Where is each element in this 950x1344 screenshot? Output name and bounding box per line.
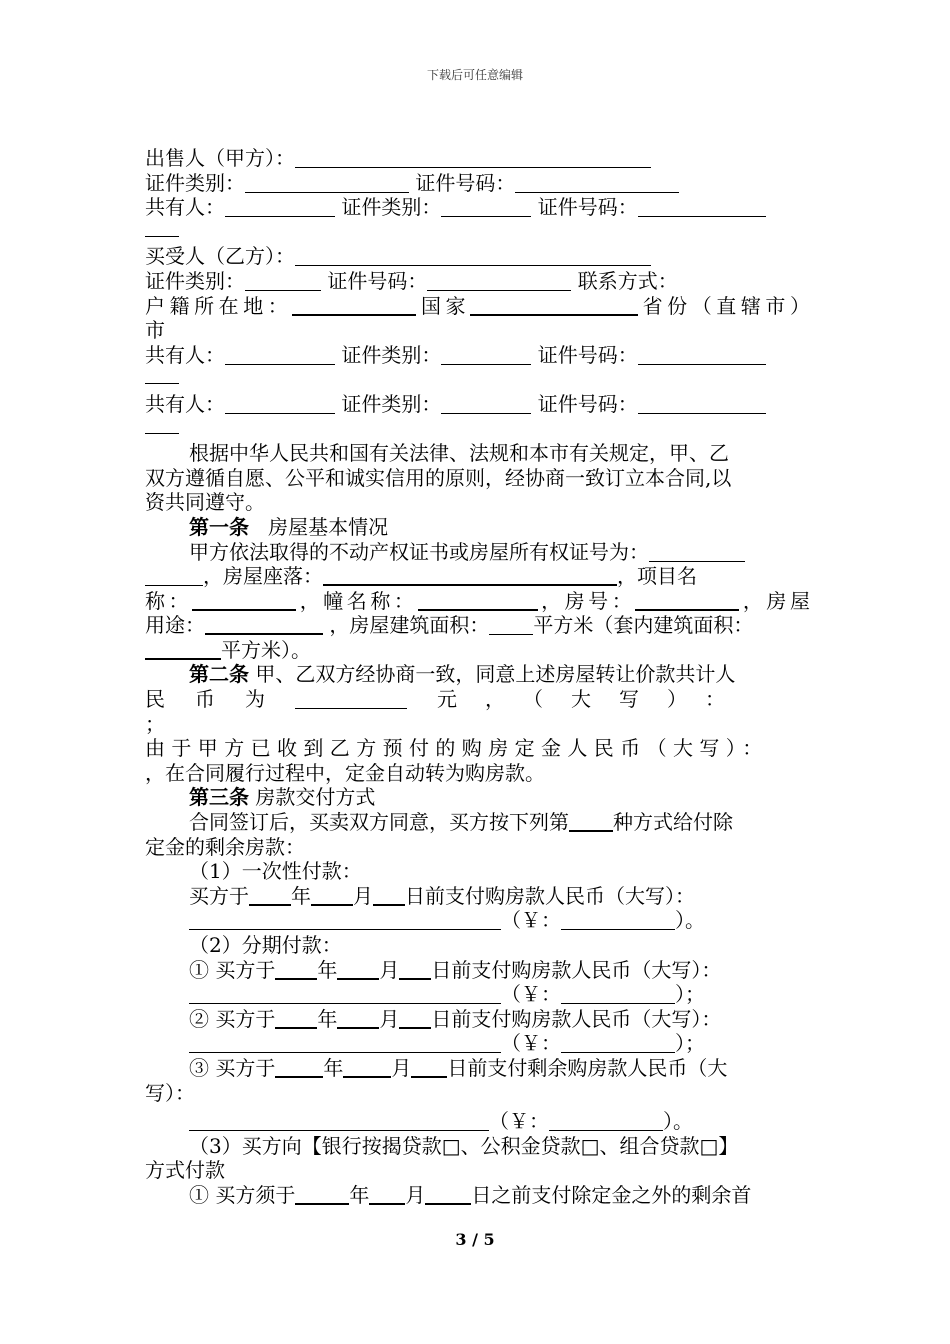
option-3-line-1 <box>145 1183 810 1208</box>
room-no-label: ，房号： <box>537 588 636 613</box>
installment-3-wrap: 写）： <box>145 1080 195 1105</box>
id-type-label: 证件类别： <box>341 342 442 367</box>
area-blank[interactable] <box>489 615 533 635</box>
article-1-line-1 <box>145 540 810 565</box>
amount-upper-blank[interactable] <box>189 1111 489 1131</box>
circled-1: ① <box>189 1182 209 1207</box>
close-paren: ）； <box>675 982 705 1007</box>
month-label: 月 <box>353 883 373 908</box>
article-2-line-4: 由于甲方已收到乙方预付的购房定金人民币（大写）： <box>145 736 769 761</box>
option-3-method: 方式付款 <box>145 1158 225 1183</box>
page-header-note: 下载后可任意编辑 <box>426 68 523 82</box>
method-blank[interactable] <box>569 811 613 832</box>
amount-number-blank[interactable] <box>561 1033 675 1053</box>
wrap-blank[interactable] <box>145 371 179 384</box>
id-type-blank[interactable] <box>441 394 531 414</box>
project-name-label: ，项目名 <box>617 564 697 589</box>
cert-no-blank[interactable] <box>649 542 745 562</box>
co-owner-blank[interactable] <box>225 197 335 217</box>
wrap-blank[interactable] <box>145 421 179 434</box>
year-blank[interactable] <box>275 1057 323 1078</box>
wrap-blank[interactable] <box>145 224 179 237</box>
option-1-line <box>145 884 810 909</box>
amount-upper-blank[interactable] <box>189 1033 501 1053</box>
rmb-symbol: （￥： <box>489 1109 549 1134</box>
year-blank[interactable] <box>295 1184 349 1205</box>
location-label: ，房屋座落： <box>203 564 323 589</box>
id-type-blank[interactable] <box>245 173 409 193</box>
month-blank[interactable] <box>337 1008 379 1029</box>
option-3-label: （3）买方向【银行按揭贷款□、公积金贷款□、组合贷款□】 <box>189 1133 739 1158</box>
year-label: 年 <box>323 1055 344 1080</box>
id-no-blank[interactable] <box>515 173 679 193</box>
article-2-line-1 <box>145 662 810 687</box>
id-type-label: 证件类别： <box>341 195 442 220</box>
option-1-label: （1）一次性付款： <box>189 859 362 884</box>
installment-3-amount <box>145 1109 810 1134</box>
id-no-blank[interactable] <box>638 394 766 414</box>
yuan-uppercase-label: 元，（大写）： <box>437 687 753 712</box>
day-blank[interactable] <box>373 885 405 906</box>
contract-body <box>145 146 810 1208</box>
household-line <box>145 294 810 319</box>
year-label: 年 <box>317 957 338 982</box>
usage-label: 用途： <box>145 613 205 638</box>
day-blank[interactable] <box>399 1008 431 1029</box>
inner-area-blank[interactable] <box>145 639 221 660</box>
building-label: ，幢名称： <box>296 588 418 613</box>
city-label: 市 <box>145 318 165 343</box>
id-no-label: 证件号码： <box>537 342 638 367</box>
month-blank[interactable] <box>311 885 353 906</box>
method-text-end: 种方式给付除 <box>613 810 733 835</box>
article-1-heading <box>145 515 810 540</box>
pay-rmb-label: 日前支付购房款人民币（大写）： <box>431 1006 722 1031</box>
month-label: 月 <box>405 1182 426 1207</box>
option-1-amount <box>145 908 810 933</box>
pay-rmb-label: 日前支付购房款人民币（大写）： <box>405 883 695 908</box>
month-blank[interactable] <box>337 959 379 980</box>
article-3-title: 第三条 <box>189 785 249 810</box>
close-paren: ）。 <box>675 908 705 933</box>
buyer-must-label: 买方须于 <box>215 1182 296 1207</box>
year-blank[interactable] <box>249 885 291 906</box>
installment-2-amount <box>145 1031 810 1056</box>
amount-upper-blank[interactable] <box>189 910 501 930</box>
close-paren: ）。 <box>663 1109 693 1134</box>
amount-upper-blank[interactable] <box>189 984 501 1004</box>
intro-line-3: 资共同遵守。 <box>145 490 265 515</box>
seller-line <box>145 146 810 171</box>
rmb-symbol: （￥： <box>501 908 561 933</box>
id-type-blank[interactable] <box>245 271 321 291</box>
co-owner-label: 共有人： <box>145 391 225 416</box>
id-no-blank[interactable] <box>427 271 571 291</box>
id-type-blank[interactable] <box>441 345 531 365</box>
pay-rest-label: 日前支付剩余购房款人民币（大 <box>447 1055 728 1080</box>
article-3-line-1 <box>145 810 810 835</box>
building-blank[interactable] <box>418 590 538 611</box>
id-no-label: 证件号码： <box>537 195 638 220</box>
pay-before-label: 日之前支付除定金之外的剩余首 <box>471 1182 752 1207</box>
article-2-line-3: ； <box>145 711 165 736</box>
co-owner-blank[interactable] <box>225 394 335 414</box>
project-name-blank[interactable] <box>192 590 296 611</box>
price-blank[interactable] <box>295 689 407 709</box>
pay-rmb-label: 日前支付购房款人民币（大写）： <box>431 957 722 982</box>
location-blank[interactable] <box>323 565 617 586</box>
seller-label: 出售人（甲方）： <box>145 146 295 170</box>
article-1-line-2 <box>145 564 810 589</box>
usage-blank[interactable] <box>205 614 323 635</box>
id-type-blank[interactable] <box>441 197 531 217</box>
article-1-subject: 房屋基本情况 <box>268 514 389 539</box>
month-label: 月 <box>391 1055 412 1080</box>
sqm-label: 平方米）。 <box>221 637 311 662</box>
province-label: 省份（直辖市） <box>638 293 810 318</box>
option-2-label: （2）分期付款： <box>189 933 342 957</box>
page-number: 3 / 5 <box>455 1230 495 1249</box>
year-blank[interactable] <box>275 959 317 980</box>
method-text: 合同签订后，买卖双方同意，买方按下列第 <box>189 810 569 835</box>
id-no-label: 证件号码： <box>327 268 428 293</box>
article-3-heading <box>145 785 810 810</box>
id-type-label: 证件类别： <box>341 391 442 416</box>
article-3-subject: 房款交付方式 <box>255 785 376 810</box>
article-1-line-5 <box>145 638 810 663</box>
name-label: 称： <box>145 588 193 613</box>
installment-1-amount <box>145 982 810 1007</box>
month-blank[interactable] <box>369 1184 405 1205</box>
buyer-at-label: 买方于 <box>215 1055 276 1080</box>
id-type-label: 证件类别： <box>145 268 245 293</box>
amount-number-blank[interactable] <box>549 1111 663 1131</box>
rmb-symbol: （￥： <box>501 1031 561 1056</box>
month-label: 月 <box>379 957 400 982</box>
co-owner-line-3 <box>145 392 810 417</box>
seller-id-line <box>145 171 810 196</box>
year-label: 年 <box>291 883 311 908</box>
year-label: 年 <box>317 1006 338 1031</box>
circled-3: ③ <box>189 1055 209 1080</box>
id-no-label: 证件号码： <box>415 170 516 195</box>
day-blank[interactable] <box>411 1057 447 1078</box>
id-type-label: 证件类别： <box>145 170 245 195</box>
month-label: 月 <box>379 1006 400 1031</box>
co-owner-label: 共有人： <box>145 195 225 220</box>
day-blank[interactable] <box>399 959 431 980</box>
co-owner-line-1 <box>145 195 810 220</box>
year-blank[interactable] <box>275 1008 317 1029</box>
day-blank[interactable] <box>425 1184 471 1205</box>
buyer-at-label: 买方于 <box>215 1006 276 1031</box>
contact-label: 联系方式： <box>577 268 678 293</box>
household-label: 户籍所在地： <box>145 293 293 318</box>
co-owner-line-2 <box>145 343 810 368</box>
country-blank[interactable] <box>470 295 638 316</box>
area-label: ，房屋建筑面积： <box>329 613 490 638</box>
co-owner-line-1-wrap <box>145 220 810 245</box>
intro-line-1: 根据中华人民共和国有关法律、法规和本市有关规定，甲、乙 <box>189 441 729 466</box>
house-label: ，房屋 <box>739 588 810 613</box>
room-no-blank[interactable] <box>635 590 739 611</box>
id-no-label: 证件号码： <box>537 391 638 416</box>
article-2-title: 第二条 <box>189 662 249 687</box>
co-owner-line-2-wrap <box>145 367 810 392</box>
amount-number-blank[interactable] <box>561 910 675 930</box>
cert-no-blank-wrap[interactable] <box>145 566 203 586</box>
buyer-at-label: 买方于 <box>215 957 276 982</box>
buyer-label: 买受人（乙方）： <box>145 244 295 269</box>
household-blank[interactable] <box>292 295 416 316</box>
article-1-line-4 <box>145 613 810 638</box>
installment-3-line <box>145 1056 810 1081</box>
article-3-line-2: 定金的剩余房款： <box>145 834 305 859</box>
country-label: 国家 <box>416 293 471 318</box>
article-1-line-3 <box>145 589 810 614</box>
article-2-line-5: ，在合同履行过程中，定金自动转为购房款。 <box>145 760 545 785</box>
buyer-blank[interactable] <box>295 246 651 266</box>
close-paren: ）； <box>675 1031 705 1056</box>
id-no-blank[interactable] <box>638 345 766 365</box>
id-no-blank[interactable] <box>638 197 766 217</box>
rmb-label: 民币为 <box>145 687 295 712</box>
price-text: 甲、乙双方经协商一致，同意上述房屋转让价款共计人 <box>255 662 736 687</box>
article-1-title: 第一条 <box>189 514 249 539</box>
year-label: 年 <box>349 1182 370 1207</box>
installment-2-line <box>145 1007 810 1032</box>
seller-blank[interactable] <box>295 148 651 168</box>
co-owner-label: 共有人： <box>145 342 225 367</box>
cert-no-label: 甲方依法取得的不动产权证书或房屋所有权证号为： <box>189 539 649 564</box>
circled-1: ① <box>189 957 209 982</box>
article-2-line-2 <box>145 687 810 712</box>
installment-1-line <box>145 958 810 983</box>
co-owner-blank[interactable] <box>225 345 335 365</box>
buyer-line <box>145 244 810 269</box>
co-owner-line-3-wrap <box>145 417 810 442</box>
circled-2: ② <box>189 1006 209 1031</box>
inner-area-label: 平方米（套内建筑面积： <box>533 613 754 638</box>
city-line <box>145 318 810 343</box>
buyer-at-label: 买方于 <box>189 883 249 908</box>
rmb-symbol: （￥： <box>501 982 561 1007</box>
buyer-id-line <box>145 269 810 294</box>
amount-number-blank[interactable] <box>561 984 675 1004</box>
intro-line-2: 双方遵循自愿、公平和诚实信用的原则，经协商一致订立本合同,以 <box>145 465 732 490</box>
month-blank[interactable] <box>343 1057 391 1078</box>
